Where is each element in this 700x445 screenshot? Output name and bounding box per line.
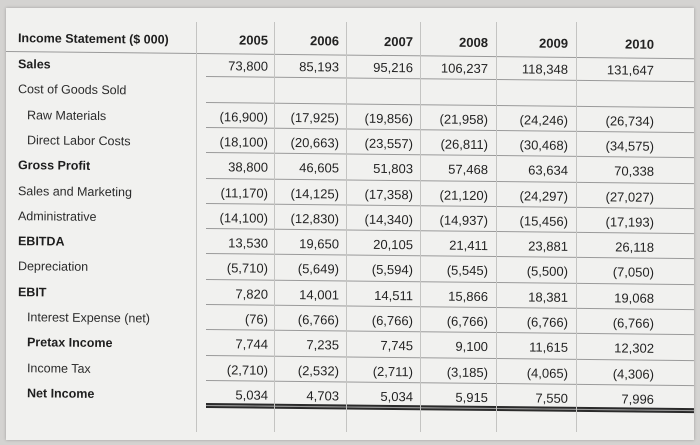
value-cell: 14,001: [299, 286, 340, 303]
table-row: [6, 54, 694, 81]
row-label: Administrative: [17, 208, 97, 224]
value-cell: (6,766): [612, 315, 655, 331]
value-cell: [269, 82, 339, 83]
row-label: Interest Expense (net): [26, 310, 151, 326]
value-cell: (14,125): [290, 185, 340, 201]
value-cell: (12,830): [290, 210, 340, 227]
value-cell: (6,766): [371, 312, 414, 329]
value-cell: 9,100: [455, 339, 489, 355]
value-cell: (14,937): [439, 212, 489, 228]
value-cell: [498, 84, 568, 85]
year-header-2007: 2007: [383, 33, 414, 50]
table-row: [6, 383, 694, 410]
value-cell: [198, 81, 268, 82]
value-cell: 7,550: [535, 390, 569, 406]
value-cell: 38,800: [228, 159, 269, 175]
value-cell: 7,744: [235, 336, 269, 353]
value-cell: 26,118: [615, 239, 655, 255]
table-row: [6, 206, 694, 233]
header-row: [6, 28, 694, 55]
income-statement-table: [6, 8, 694, 440]
value-cell: 23,881: [528, 238, 569, 254]
value-cell: (6,766): [446, 313, 489, 330]
row-label: Sales and Marketing: [17, 183, 133, 199]
value-cell: [418, 84, 488, 85]
value-cell: [343, 83, 413, 84]
year-header-2005: 2005: [238, 32, 269, 48]
value-cell: (15,456): [519, 213, 569, 229]
table-row: [6, 358, 694, 385]
value-cell: (17,925): [290, 109, 340, 126]
value-cell: 57,468: [448, 161, 489, 178]
value-cell: (2,710): [226, 361, 269, 378]
value-cell: (2,532): [297, 362, 340, 379]
value-cell: (7,050): [612, 264, 655, 281]
year-header-2009: 2009: [538, 35, 569, 51]
year-header-2008: 2008: [458, 34, 489, 51]
value-cell: 7,996: [621, 391, 655, 407]
value-cell: 7,820: [235, 286, 269, 302]
value-cell: (5,545): [446, 263, 489, 279]
value-cell: 7,745: [380, 338, 414, 354]
table-row: [6, 105, 694, 132]
row-label: Income Tax: [26, 360, 91, 376]
value-cell: 5,915: [455, 389, 489, 405]
value-cell: (18,100): [219, 134, 269, 150]
value-cell: (5,649): [297, 261, 340, 277]
year-header-2010: 2010: [624, 36, 655, 52]
value-cell: 95,216: [373, 59, 414, 76]
value-cell: 19,068: [614, 290, 655, 306]
value-cell: (26,811): [440, 136, 489, 152]
value-cell: 12,302: [614, 340, 655, 357]
value-cell: (3,185): [446, 364, 489, 380]
value-cell: (24,297): [519, 187, 569, 204]
value-cell: (23,557): [364, 135, 414, 152]
value-cell: 46,605: [299, 160, 340, 176]
value-cell: (19,856): [364, 110, 414, 126]
value-cell: (14,100): [219, 210, 269, 226]
row-label: Depreciation: [17, 259, 89, 275]
table-row: [6, 256, 694, 283]
value-cell: 11,615: [529, 339, 569, 356]
value-cell: (6,766): [297, 312, 340, 328]
row-label: Sales: [17, 57, 51, 72]
value-cell: 131,647: [606, 62, 655, 78]
value-cell: (14,340): [364, 211, 414, 228]
value-cell: (4,306): [612, 365, 655, 382]
value-cell: (5,710): [226, 260, 269, 277]
row-label: Gross Profit: [17, 158, 91, 174]
value-cell: 18,381: [528, 289, 569, 305]
income-statement-sheet: [6, 8, 694, 440]
row-label: Net Income: [26, 386, 95, 401]
value-cell: 106,237: [440, 60, 489, 77]
value-cell: 5,034: [235, 387, 269, 403]
value-cell: 15,866: [448, 288, 489, 304]
value-cell: 5,034: [380, 388, 414, 405]
value-cell: (2,711): [372, 363, 414, 379]
value-cell: 4,703: [306, 388, 340, 404]
value-cell: 19,650: [299, 236, 340, 252]
row-label: Direct Labor Costs: [26, 133, 131, 149]
table-row: [6, 79, 694, 106]
value-cell: (4,065): [526, 365, 569, 381]
table-row: [6, 130, 694, 157]
table-title: Income Statement ($ 000): [17, 31, 169, 47]
value-cell: (26,734): [605, 112, 655, 129]
row-label: Cost of Goods Sold: [17, 82, 127, 98]
value-cell: 70,338: [614, 163, 655, 179]
value-cell: (30,468): [519, 137, 569, 153]
value-cell: 63,634: [528, 162, 569, 179]
value-cell: (5,594): [371, 262, 414, 278]
value-cell: 14,511: [374, 287, 414, 303]
value-cell: (5,500): [526, 263, 569, 280]
row-label: Pretax Income: [26, 335, 113, 351]
value-cell: (16,900): [219, 108, 269, 125]
value-cell: 118,348: [521, 61, 569, 77]
value-cell: (34,575): [605, 138, 655, 154]
value-cell: (6,766): [526, 314, 569, 330]
value-cell: (76): [244, 311, 269, 327]
row-label: EBIT: [17, 284, 47, 300]
row-label: Raw Materials: [26, 107, 107, 123]
value-cell: 13,530: [228, 235, 269, 251]
year-header-2006: 2006: [309, 33, 340, 49]
table-row: [6, 155, 694, 182]
value-cell: [584, 85, 654, 86]
row-label: EBITDA: [17, 234, 65, 249]
value-cell: 7,235: [306, 337, 340, 353]
value-cell: 51,803: [373, 161, 414, 177]
table-row: [6, 307, 694, 334]
value-cell: 73,800: [228, 58, 269, 74]
value-cell: (11,170): [220, 184, 269, 201]
value-cell: 85,193: [299, 59, 340, 75]
table-row: [6, 282, 694, 309]
value-cell: 20,105: [373, 236, 414, 253]
value-cell: (27,027): [605, 188, 655, 205]
value-cell: (21,958): [439, 111, 489, 127]
table-row: [6, 231, 694, 258]
value-cell: (17,358): [364, 186, 414, 202]
table-row: [6, 332, 694, 359]
value-cell: 21,411: [449, 237, 489, 254]
value-cell: (20,663): [290, 134, 340, 151]
value-cell: (24,246): [519, 111, 569, 128]
value-cell: (17,193): [605, 214, 655, 230]
table-row: [6, 181, 694, 208]
value-cell: (21,120): [439, 187, 489, 203]
